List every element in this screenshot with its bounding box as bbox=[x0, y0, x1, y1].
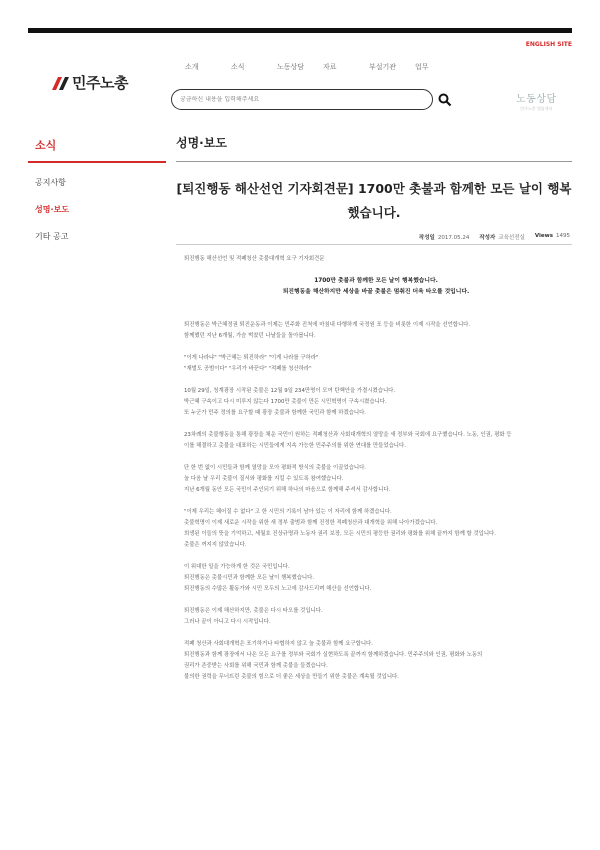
body-paragraph: "재벌도 공범이다" "우리가 바꾼다" "적폐를 청산하라" bbox=[184, 366, 312, 372]
title-divider bbox=[176, 161, 572, 162]
body-paragraph: 퇴진행동과 함께 광장에서 나온 모든 요구를 정부와 국회가 실현하도록 끝까지 함께하겠습니다. 민주주의와 인권, 평화와 노동의 bbox=[184, 652, 483, 658]
body-paragraph: 10월 29일, 청계광장 시작된 촛불은 12월 9일 234만명이 모여 탄핵안을 가결시켰습니다. bbox=[184, 388, 396, 394]
meta-views: Views 1495 bbox=[534, 233, 570, 239]
nav-item-news[interactable]: 소식 bbox=[231, 63, 245, 71]
body-paragraph: 희생된 이들의 뜻을 기억하고, 세월호 진상규명과 노동자 권리 보장, 모든 시민의 평등한 권리와 평화를 위해 끝까지 함께 할 것입니다. bbox=[184, 531, 496, 537]
nav-item-labor-consult[interactable]: 노동상담 bbox=[277, 63, 305, 71]
body-paragraph: 지난 6개월 동안 모든 국민이 주인되기 위해 하나의 마음으로 함께해 주셔서 감사합니다. bbox=[184, 487, 391, 493]
body-paragraph: 함께했던 지난 6개월, 가슴 벅찼던 나날들을 돌아봅니다. bbox=[184, 333, 316, 339]
labor-consult-link[interactable] bbox=[516, 90, 557, 112]
body-spacer bbox=[184, 496, 568, 507]
logo[interactable] bbox=[52, 72, 128, 93]
labor-consult-sub: 민주노총 법률센터 bbox=[520, 106, 553, 111]
body-paragraph: 퇴진행동의 수많은 활동가와 시민 모두의 노고에 감사드리며 해산을 선언합니다. bbox=[184, 586, 372, 592]
body-spacer bbox=[184, 551, 568, 562]
body-spacer bbox=[184, 309, 568, 320]
body-paragraph: 퇴진행동은 박근혜정권 퇴진운동과 이제는 민주화 진척에 마침내 다행하게 국정원 포 등을 비롯한 이제 시작을 선언합니다. bbox=[184, 322, 471, 328]
article-body bbox=[184, 254, 568, 683]
nav-item-work[interactable]: 업무 bbox=[415, 63, 429, 71]
english-site-link[interactable]: ENGLISH SITE bbox=[525, 41, 572, 48]
top-bar bbox=[28, 28, 572, 33]
meta-date: 작성일 2017.05.24 bbox=[418, 235, 470, 241]
body-paragraph: 23차례의 촛불행동을 통해 광장을 채운 국민이 원하는 적폐청산과 사회대개혁의 열망을 새 정부와 국회에 요구했습니다. 노동, 인권, 평화 등 bbox=[184, 432, 512, 438]
body-spacer bbox=[184, 265, 568, 276]
logo-text: 민주노총 bbox=[72, 74, 128, 92]
body-paragraph: 퇴진행동은 이제 해산하지만, 촛불은 다시 타오를 것입니다. bbox=[184, 608, 323, 614]
sidebar-item-notices[interactable]: 공지사항 bbox=[35, 178, 66, 187]
meta-divider bbox=[176, 244, 572, 245]
body-paragraph: 늘 다음 날 우리 촛불이 질서와 평화를 지킬 수 있도록 참여했습니다. bbox=[184, 476, 344, 482]
nav-item-resources[interactable]: 자료 bbox=[323, 63, 337, 71]
main-nav bbox=[185, 62, 461, 72]
body-paragraph: 퇴진행동 해산선언 및 적폐청산 촛불대개혁 요구 기자회견문 bbox=[184, 256, 325, 262]
body-paragraph: 퇴진행동을 해산하지만 세상을 바꿀 촛불은 멈춰진 더욱 타오를 것입니다. bbox=[282, 289, 470, 295]
sidebar-item-other-notices[interactable]: 기타 공고 bbox=[35, 232, 69, 241]
nav-item-intro[interactable]: 소개 bbox=[185, 63, 199, 71]
page-title: 성명·보도 bbox=[176, 136, 227, 150]
search-icon[interactable] bbox=[438, 92, 452, 106]
body-spacer bbox=[184, 342, 568, 353]
body-spacer bbox=[184, 298, 568, 309]
body-paragraph: 1700만 촛불과 함께한 모든 날이 행복했습니다. bbox=[314, 278, 438, 284]
body-paragraph: 단 한 번 없이 시민들과 함께 열망을 모아 평화적 방식의 촛불을 이끌었습니다. bbox=[184, 465, 366, 471]
body-paragraph: 촛불은 꺼지지 않았습니다. bbox=[184, 542, 247, 548]
logo-mark-icon bbox=[52, 77, 68, 89]
meta-author: 작성자 교육선전실 bbox=[479, 235, 525, 241]
body-paragraph: 권리가 존중받는 사회를 위해 국민과 함께 촛불을 들겠습니다. bbox=[184, 663, 328, 669]
body-paragraph: "이제 우리는 헤어질 수 없다" 고 한 시민의 기록이 남아 있는 이 자리에 함께 하겠습니다. bbox=[184, 509, 392, 515]
body-spacer bbox=[184, 595, 568, 606]
article-title: [퇴진행동 해산선언 기자회견문] 1700만 촛불과 함께한 모든 날이 행복했습니다. bbox=[176, 181, 572, 220]
sidebar-item-statements[interactable]: 성명·보도 bbox=[35, 205, 69, 214]
search-box[interactable] bbox=[171, 89, 433, 110]
body-paragraph: 퇴진행동은 촛불시민과 함께한 모든 날이 행복했습니다. bbox=[184, 575, 315, 581]
body-spacer bbox=[184, 375, 568, 386]
body-spacer bbox=[184, 628, 568, 639]
body-paragraph: 그러나 끝이 아니고 다시 시작입니다. bbox=[184, 619, 271, 625]
sidebar-title: 소식 bbox=[35, 139, 57, 152]
body-paragraph: "이게 나라냐" "박근혜는 퇴진하라" "이게 나라를 구하라" bbox=[184, 355, 319, 361]
search-input[interactable] bbox=[180, 96, 420, 103]
body-spacer bbox=[184, 452, 568, 463]
body-spacer bbox=[184, 419, 568, 430]
body-paragraph: 이 위대한 일을 가능하게 한 것은 국민입니다. bbox=[184, 564, 290, 570]
labor-consult-label: 노동상담 bbox=[516, 94, 557, 105]
body-paragraph: 불의한 권력을 무너뜨린 촛불의 힘으로 더 좋은 세상을 만들기 위한 촛불은 계속될 것입니다. bbox=[184, 674, 399, 680]
body-paragraph: 박근혜 구속이고 다시 미루지 않는다 1700만 촛불이 만든 시민혁명이 구속시켰습니다. bbox=[184, 399, 387, 405]
nav-item-affiliates[interactable]: 부설기관 bbox=[369, 63, 397, 71]
body-paragraph: 촛불혁명이 이제 새로운 시작을 위한 새 정부 출범과 함께 진정한 적폐청산과 대개혁을 위해 나아가겠습니다. bbox=[184, 520, 438, 526]
body-paragraph: 또 누군가 민주 정의를 요구할 때 광장 촛불과 함께한 국민과 함께 하겠습니다. bbox=[184, 410, 366, 416]
sidebar-divider bbox=[28, 161, 166, 163]
body-paragraph: 이를 해결하고 촛불을 대표하는 시민들에게 지속 가능한 민주주의를 위한 연대를 만들었습니다. bbox=[184, 443, 406, 449]
body-paragraph: 적폐 청산과 사회대개혁은 포기하거나 타협하지 않고 늘 촛불과 함께 요구합니다. bbox=[184, 641, 373, 647]
article-meta bbox=[419, 233, 570, 241]
